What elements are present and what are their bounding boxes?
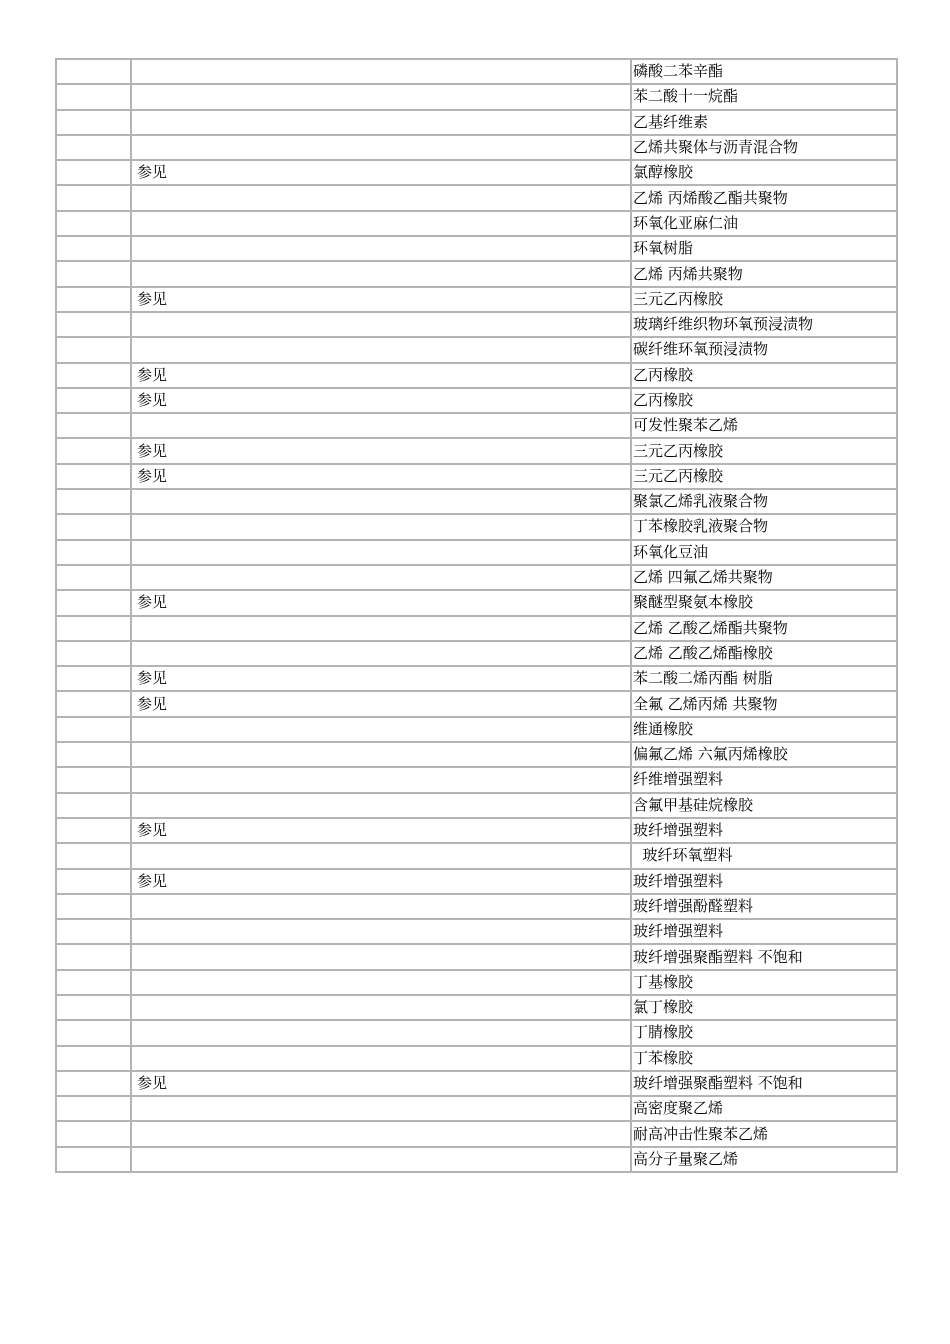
table-row <box>56 1046 897 1071</box>
reference-cell: 参见 <box>131 438 631 463</box>
empty-cell <box>56 185 131 210</box>
empty-cell <box>56 337 131 362</box>
table-row <box>56 691 897 716</box>
reference-cell <box>131 565 631 590</box>
table-row <box>56 767 897 792</box>
empty-cell <box>56 742 131 767</box>
empty-cell <box>56 869 131 894</box>
empty-cell <box>56 59 131 84</box>
reference-cell <box>131 894 631 919</box>
reference-cell <box>131 211 631 236</box>
empty-cell <box>56 894 131 919</box>
glossary-table-body <box>56 59 897 1172</box>
term-cell: 高密度聚乙烯 <box>631 1096 897 1121</box>
reference-cell <box>131 1147 631 1172</box>
table-row <box>56 818 897 843</box>
reference-cell: 参见 <box>131 590 631 615</box>
empty-cell <box>56 1020 131 1045</box>
reference-cell <box>131 919 631 944</box>
table-row <box>56 590 897 615</box>
table-row <box>56 995 897 1020</box>
table-row <box>56 261 897 286</box>
empty-cell <box>56 211 131 236</box>
reference-cell: 参见 <box>131 464 631 489</box>
empty-cell <box>56 135 131 160</box>
table-row <box>56 514 897 539</box>
term-cell: 乙烯 四氟乙烯共聚物 <box>631 565 897 590</box>
table-row <box>56 1121 897 1146</box>
term-cell: 环氧树脂 <box>631 236 897 261</box>
term-cell: 全氟 乙烯丙烯 共聚物 <box>631 691 897 716</box>
table-row <box>56 540 897 565</box>
reference-cell: 参见 <box>131 287 631 312</box>
empty-cell <box>56 489 131 514</box>
reference-cell <box>131 185 631 210</box>
empty-cell <box>56 1147 131 1172</box>
empty-cell <box>56 590 131 615</box>
empty-cell <box>56 514 131 539</box>
reference-cell <box>131 767 631 792</box>
table-row <box>56 869 897 894</box>
table-row <box>56 1096 897 1121</box>
term-cell: 丁苯橡胶乳液聚合物 <box>631 514 897 539</box>
table-row <box>56 312 897 337</box>
table-row <box>56 641 897 666</box>
term-cell: 聚醚型聚氨本橡胶 <box>631 590 897 615</box>
reference-cell: 参见 <box>131 363 631 388</box>
table-row <box>56 413 897 438</box>
empty-cell <box>56 413 131 438</box>
reference-cell <box>131 1096 631 1121</box>
table-row <box>56 160 897 185</box>
reference-cell <box>131 312 631 337</box>
reference-cell <box>131 84 631 109</box>
empty-cell <box>56 995 131 1020</box>
table-row <box>56 843 897 868</box>
empty-cell <box>56 236 131 261</box>
empty-cell <box>56 919 131 944</box>
reference-cell: 参见 <box>131 388 631 413</box>
reference-cell <box>131 236 631 261</box>
glossary-table <box>55 58 898 1173</box>
empty-cell <box>56 312 131 337</box>
reference-cell: 参见 <box>131 869 631 894</box>
empty-cell <box>56 1071 131 1096</box>
term-cell: 玻纤环氧塑料 <box>631 843 897 868</box>
empty-cell <box>56 616 131 641</box>
term-cell: 三元乙丙橡胶 <box>631 287 897 312</box>
empty-cell <box>56 1046 131 1071</box>
reference-cell <box>131 793 631 818</box>
term-cell: 玻纤增强聚酯塑料 不饱和 <box>631 944 897 969</box>
term-cell: 乙基纤维素 <box>631 110 897 135</box>
reference-cell <box>131 1046 631 1071</box>
empty-cell <box>56 565 131 590</box>
reference-cell <box>131 970 631 995</box>
term-cell: 丁苯橡胶 <box>631 1046 897 1071</box>
table-row <box>56 717 897 742</box>
table-row <box>56 185 897 210</box>
term-cell: 高分子量聚乙烯 <box>631 1147 897 1172</box>
reference-cell <box>131 110 631 135</box>
reference-cell <box>131 742 631 767</box>
reference-cell: 参见 <box>131 818 631 843</box>
term-cell: 苯二酸二烯丙酯 树脂 <box>631 666 897 691</box>
table-row <box>56 337 897 362</box>
reference-cell <box>131 59 631 84</box>
table-row <box>56 616 897 641</box>
term-cell: 玻纤增强塑料 <box>631 919 897 944</box>
empty-cell <box>56 691 131 716</box>
table-row <box>56 236 897 261</box>
reference-cell <box>131 843 631 868</box>
table-row <box>56 438 897 463</box>
term-cell: 可发性聚苯乙烯 <box>631 413 897 438</box>
empty-cell <box>56 84 131 109</box>
empty-cell <box>56 287 131 312</box>
term-cell: 氯醇橡胶 <box>631 160 897 185</box>
empty-cell <box>56 1096 131 1121</box>
term-cell: 偏氟乙烯 六氟丙烯橡胶 <box>631 742 897 767</box>
reference-cell: 参见 <box>131 691 631 716</box>
empty-cell <box>56 110 131 135</box>
table-row <box>56 970 897 995</box>
empty-cell <box>56 666 131 691</box>
term-cell: 聚氯乙烯乳液聚合物 <box>631 489 897 514</box>
table-row <box>56 919 897 944</box>
term-cell: 氯丁橡胶 <box>631 995 897 1020</box>
term-cell: 乙烯共聚体与沥青混合物 <box>631 135 897 160</box>
table-row <box>56 110 897 135</box>
term-cell: 玻纤增强聚酯塑料 不饱和 <box>631 1071 897 1096</box>
term-cell: 维通橡胶 <box>631 717 897 742</box>
reference-cell <box>131 995 631 1020</box>
term-cell: 乙丙橡胶 <box>631 363 897 388</box>
reference-cell <box>131 413 631 438</box>
empty-cell <box>56 388 131 413</box>
table-row <box>56 894 897 919</box>
term-cell: 乙烯 乙酸乙烯酯共聚物 <box>631 616 897 641</box>
reference-cell <box>131 1121 631 1146</box>
term-cell: 玻璃纤维织物环氧预浸渍物 <box>631 312 897 337</box>
table-row <box>56 211 897 236</box>
term-cell: 纤维增强塑料 <box>631 767 897 792</box>
term-cell: 玻纤增强塑料 <box>631 818 897 843</box>
term-cell: 丁基橡胶 <box>631 970 897 995</box>
empty-cell <box>56 363 131 388</box>
term-cell: 丁腈橡胶 <box>631 1020 897 1045</box>
reference-cell: 参见 <box>131 666 631 691</box>
reference-cell <box>131 261 631 286</box>
table-row <box>56 464 897 489</box>
empty-cell <box>56 438 131 463</box>
reference-cell: 参见 <box>131 1071 631 1096</box>
table-row <box>56 1071 897 1096</box>
reference-cell <box>131 514 631 539</box>
table-row <box>56 388 897 413</box>
reference-cell <box>131 135 631 160</box>
term-cell: 三元乙丙橡胶 <box>631 464 897 489</box>
term-cell: 三元乙丙橡胶 <box>631 438 897 463</box>
term-cell: 乙烯 丙烯共聚物 <box>631 261 897 286</box>
table-row <box>56 489 897 514</box>
table-row <box>56 793 897 818</box>
empty-cell <box>56 261 131 286</box>
empty-cell <box>56 818 131 843</box>
empty-cell <box>56 464 131 489</box>
term-cell: 碳纤维环氧预浸渍物 <box>631 337 897 362</box>
table-row <box>56 1147 897 1172</box>
reference-cell <box>131 616 631 641</box>
term-cell: 玻纤增强酚醛塑料 <box>631 894 897 919</box>
reference-cell <box>131 641 631 666</box>
table-row <box>56 666 897 691</box>
empty-cell <box>56 944 131 969</box>
term-cell: 乙丙橡胶 <box>631 388 897 413</box>
term-cell: 玻纤增强塑料 <box>631 869 897 894</box>
term-cell: 乙烯 丙烯酸乙酯共聚物 <box>631 185 897 210</box>
reference-cell <box>131 489 631 514</box>
empty-cell <box>56 540 131 565</box>
term-cell: 磷酸二苯辛酯 <box>631 59 897 84</box>
term-cell: 环氧化豆油 <box>631 540 897 565</box>
empty-cell <box>56 641 131 666</box>
reference-cell: 参见 <box>131 160 631 185</box>
table-row <box>56 84 897 109</box>
reference-cell <box>131 540 631 565</box>
reference-cell <box>131 717 631 742</box>
reference-cell <box>131 337 631 362</box>
table-row <box>56 1020 897 1045</box>
empty-cell <box>56 767 131 792</box>
term-cell: 乙烯 乙酸乙烯酯橡胶 <box>631 641 897 666</box>
term-cell: 苯二酸十一烷酯 <box>631 84 897 109</box>
empty-cell <box>56 970 131 995</box>
table-row <box>56 363 897 388</box>
empty-cell <box>56 1121 131 1146</box>
empty-cell <box>56 160 131 185</box>
empty-cell <box>56 793 131 818</box>
reference-cell <box>131 1020 631 1045</box>
table-row <box>56 742 897 767</box>
table-row <box>56 135 897 160</box>
table-row <box>56 287 897 312</box>
reference-cell <box>131 944 631 969</box>
term-cell: 耐高冲击性聚苯乙烯 <box>631 1121 897 1146</box>
table-row <box>56 944 897 969</box>
empty-cell <box>56 717 131 742</box>
empty-cell <box>56 843 131 868</box>
term-cell: 含氟甲基硅烷橡胶 <box>631 793 897 818</box>
term-cell: 环氧化亚麻仁油 <box>631 211 897 236</box>
table-row <box>56 565 897 590</box>
table-row <box>56 59 897 84</box>
